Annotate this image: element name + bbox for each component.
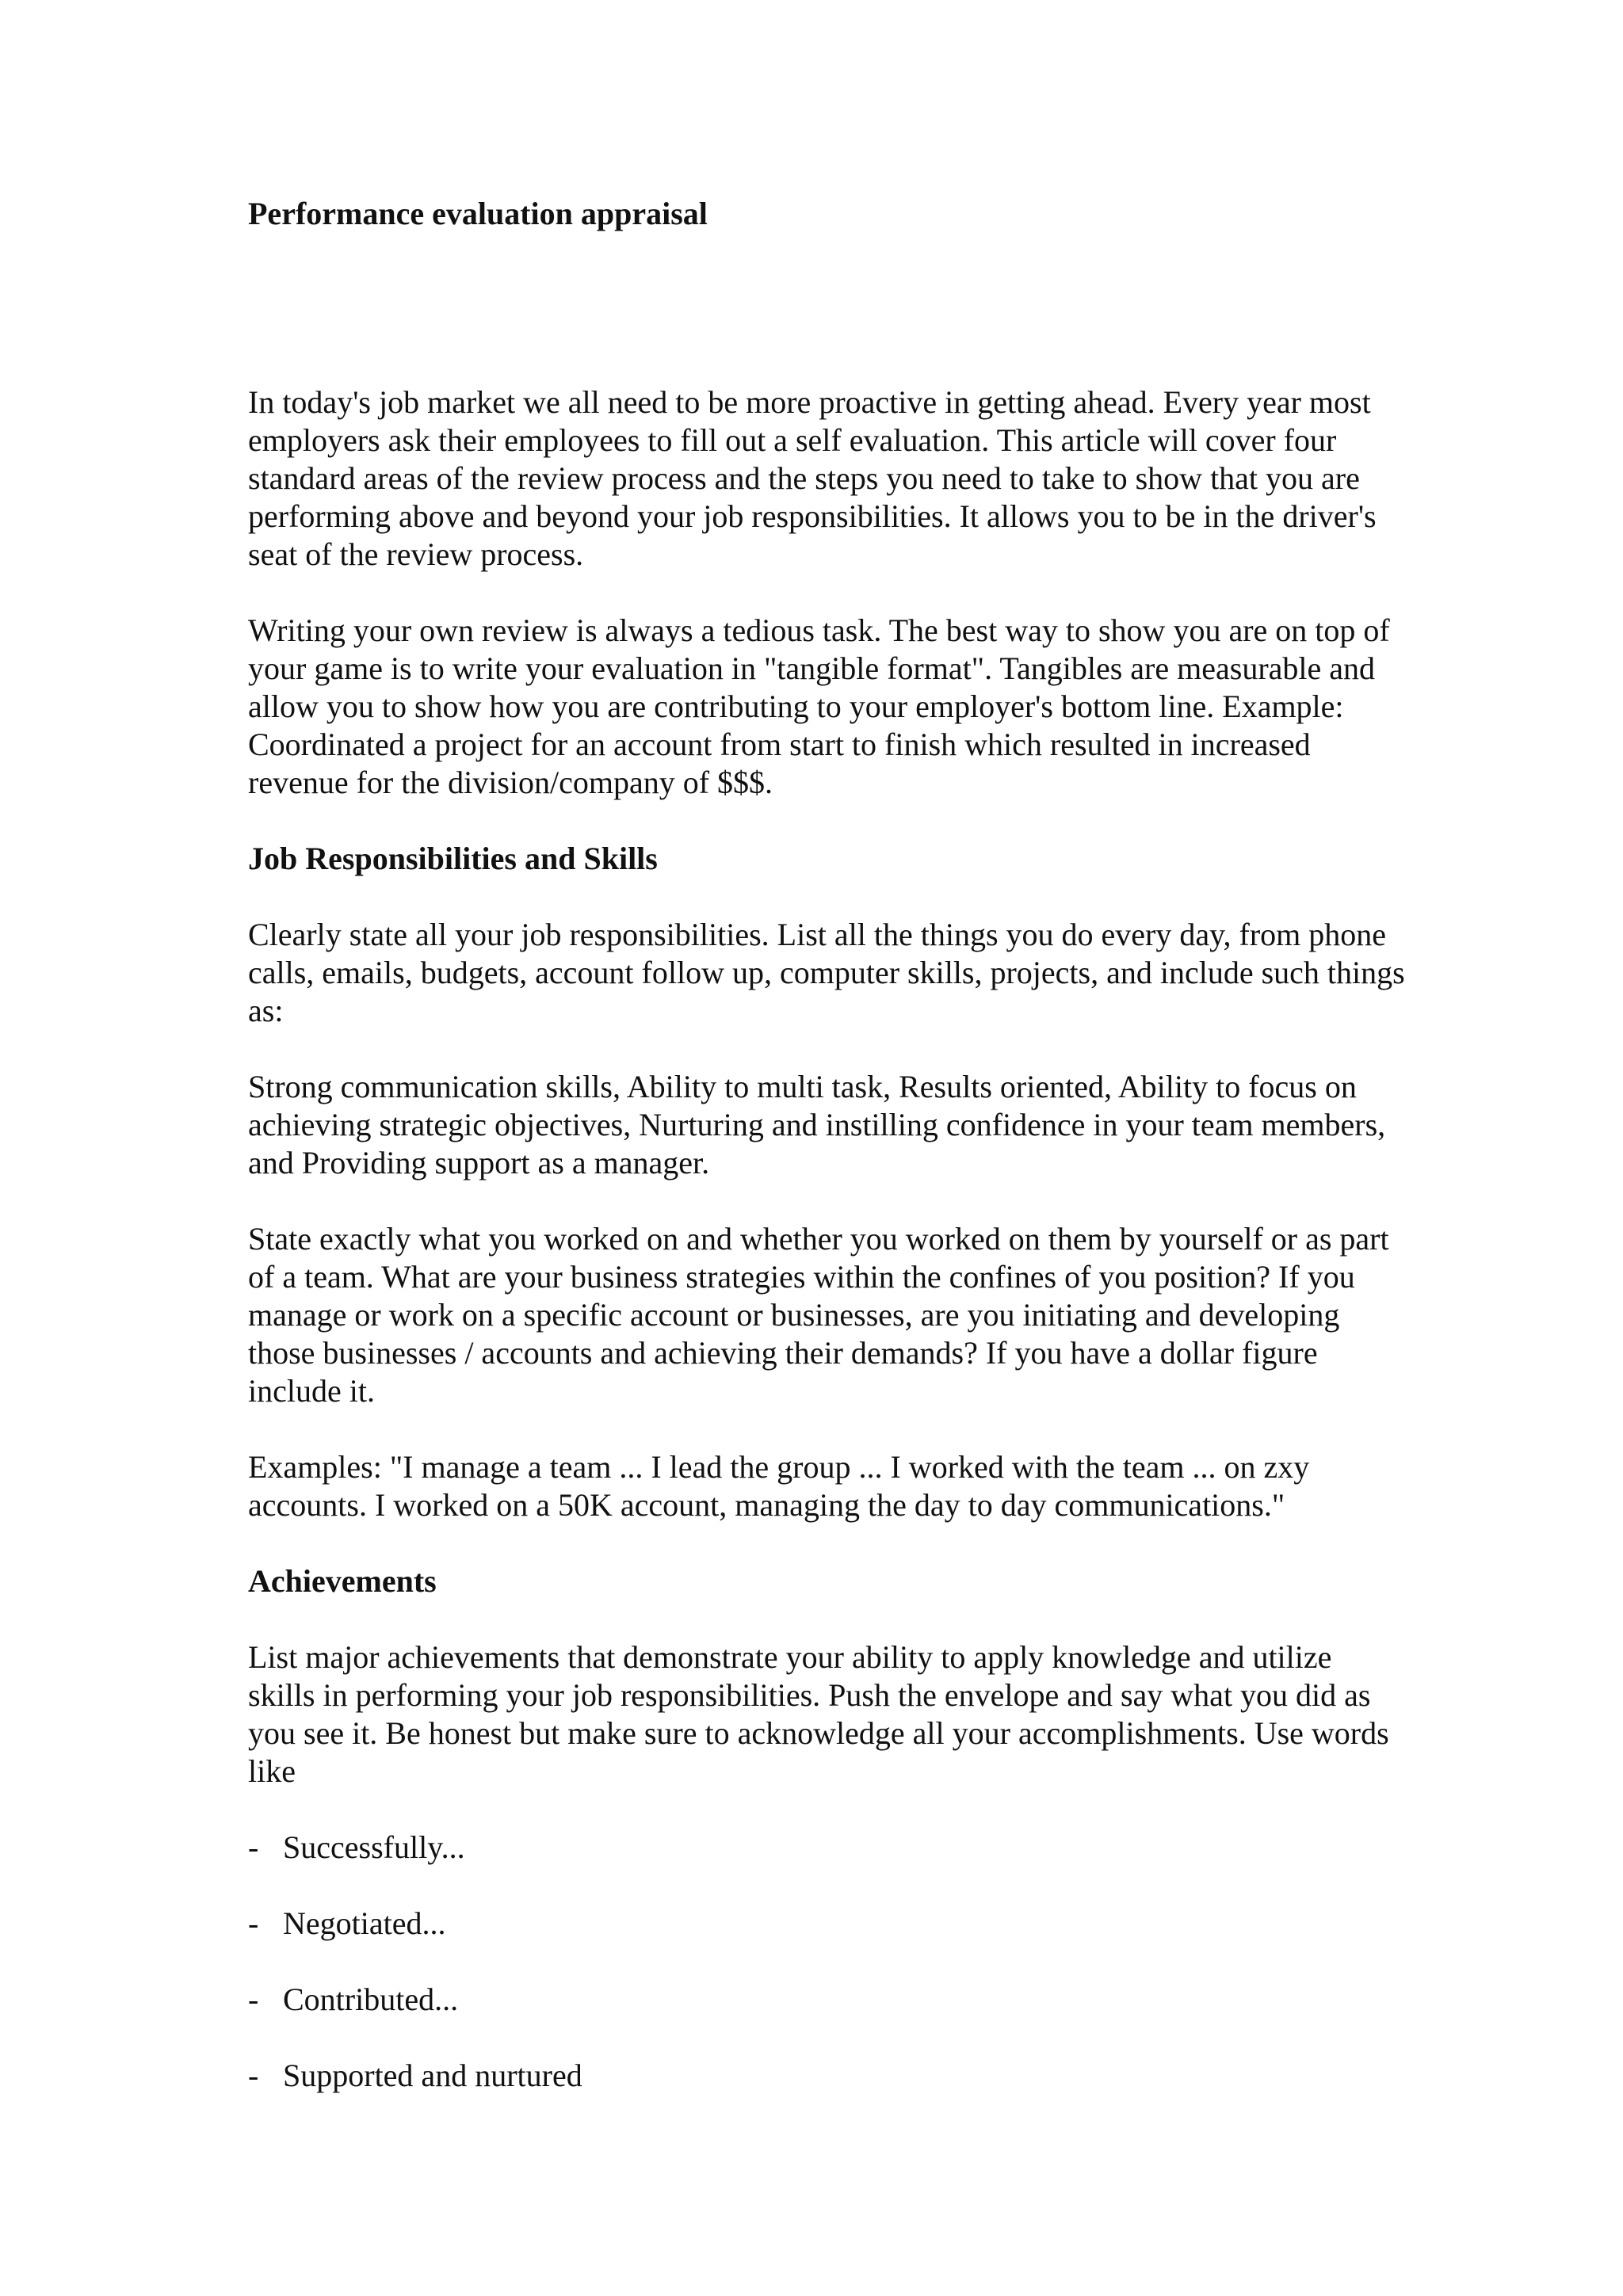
job-paragraph: Strong communication skills, Ability to multi task, Results oriented, Ability to focus on achieving strategic objectives, Nurturing and instilling confidence in your team members, and Providing support as a manager. xyxy=(248,1069,1386,1180)
bullet-marker: - xyxy=(248,1905,259,1941)
list-item-text: Successfully... xyxy=(283,1829,465,1865)
bullet-marker: - xyxy=(248,2058,259,2093)
list-item xyxy=(248,1981,1405,2019)
list-item-text: Supported and nurtured xyxy=(283,2058,582,2093)
list-item xyxy=(248,1905,1405,1943)
bullet-marker: - xyxy=(248,1981,259,2017)
document-title: Performance evaluation appraisal xyxy=(248,196,708,231)
list-item-text: Contributed... xyxy=(283,1981,459,2017)
job-paragraph: State exactly what you worked on and whether you worked on them by yourself or as part of a team. What are your business strategies within the confines of you position? If you manage or work on a specific account or businesses, are you initiating and developing those businesses / accounts and achieving their demands? If you have a dollar figure include it. xyxy=(248,1221,1389,1409)
bullet-marker: - xyxy=(248,1829,259,1865)
list-item xyxy=(248,1829,1405,1867)
section-heading-achievements: Achievements xyxy=(248,1563,437,1599)
list-item xyxy=(248,2057,1405,2095)
intro-paragraph: Writing your own review is always a tedious task. The best way to show you are on top of your game is to write your evaluation in "tangible format". Tangibles are measurable and allow you to show how you are contributing to your employer's bottom line. Example: Coordinated a project for an account from start to finish which resulted in increased revenue for the division/company of $$$. xyxy=(248,612,1390,800)
job-paragraph: Clearly state all your job responsibilities. List all the things you do every day, from phone calls, emails, budgets, account follow up, computer skills, projects, and include such things as: xyxy=(248,917,1405,1028)
section-heading-job-responsibilities: Job Responsibilities and Skills xyxy=(248,841,658,876)
achievements-paragraph: List major achievements that demonstrate your ability to apply knowledge and utilize skills in performing your job responsibilities. Push the envelope and say what you did as you see it. Be honest but make sure to acknowledge all your accomplishments. Use words like xyxy=(248,1639,1389,1789)
document-body xyxy=(248,195,1405,2133)
list-item-text: Negotiated... xyxy=(283,1905,446,1941)
job-paragraph: Examples: "I manage a team ... I lead the group ... I worked with the team ... on zxy accounts. I worked on a 50K account, managing the day to day communications." xyxy=(248,1449,1310,1523)
intro-paragraph: In today's job market we all need to be more proactive in getting ahead. Every year most employers ask their employees to fill out a self evaluation. This article will cover four standard areas of the review process and the steps you need to take to show that you are performing above and beyond your job responsibilities. It allows you to be in the driver's seat of the review process. xyxy=(248,384,1377,572)
achievements-word-list xyxy=(248,1829,1405,2095)
